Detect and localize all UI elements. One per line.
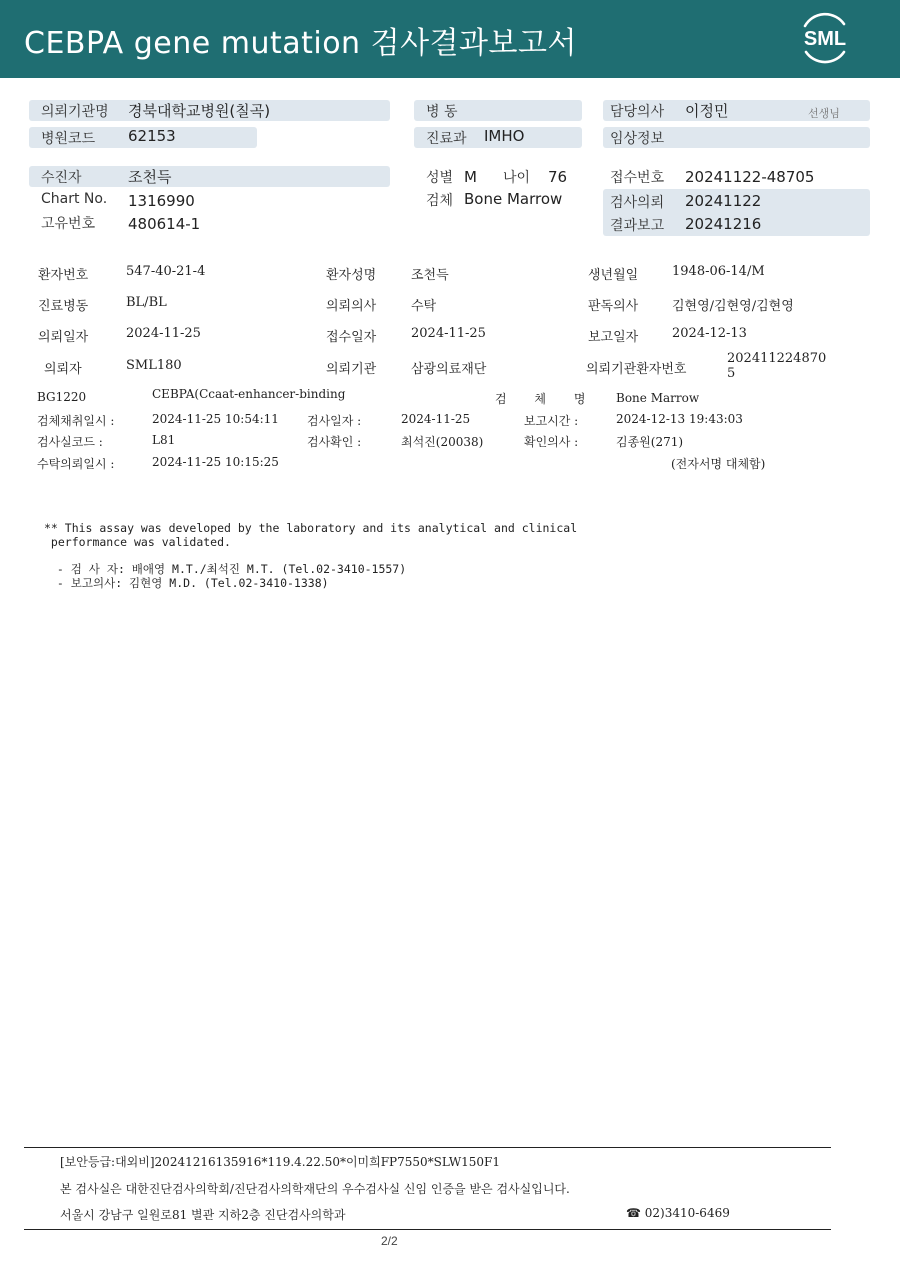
request-value: 20241122 <box>685 192 762 210</box>
institution-patient-no-label: 의뢰기관환자번호 <box>586 362 687 377</box>
patient-no-value: 547-40-21-4 <box>126 264 206 279</box>
collect-time-label: 검체채취일시 : <box>37 414 115 428</box>
report-date-value: 2024-12-13 <box>672 326 747 341</box>
receipt-no-label: 접수번호 <box>610 170 665 186</box>
institution-patient-no-value-cont: 5 <box>727 366 736 381</box>
patient-value: 조천득 <box>128 168 172 186</box>
requesting-institution-label: 의뢰기관 <box>326 362 377 377</box>
assay-note-line2: performance was validated. <box>44 535 231 549</box>
lab-code-value: L81 <box>152 433 176 447</box>
logo-text: SML <box>803 28 847 50</box>
test-specimen-value: Bone Marrow <box>616 391 700 405</box>
test-confirm-value: 최석진(20038) <box>401 435 484 449</box>
footer-top-rule <box>24 1147 831 1148</box>
sex-value: M <box>464 168 477 186</box>
birth-date-label: 생년월일 <box>588 268 639 283</box>
age-value: 76 <box>548 168 568 186</box>
clinic-ward-value: BL/BL <box>126 295 167 310</box>
institution-value: 경북대학교병원(칠곡) <box>128 102 271 120</box>
institution-patient-no-value: 202411224870 <box>727 351 827 366</box>
lab-code-label: 검사실코드 : <box>37 435 103 449</box>
test-confirm-label: 검사확인 : <box>307 435 362 449</box>
patient-no-label: 환자번호 <box>38 268 89 283</box>
hospital-code-label: 병원코드 <box>41 131 96 147</box>
test-name: CEBPA(Ccaat-enhancer-binding <box>152 387 346 401</box>
report-label: 결과보고 <box>610 218 665 234</box>
doctor-label: 담당의사 <box>610 104 665 120</box>
doctor-suffix: 선생님 <box>808 107 840 120</box>
sml-logo <box>796 12 854 64</box>
receipt-no-value: 20241122-48705 <box>685 168 815 186</box>
reading-doctor-label: 판독의사 <box>588 299 639 314</box>
footer-bottom-rule <box>24 1229 831 1230</box>
consign-time-label: 수탁의뢰일시 : <box>37 457 115 471</box>
report-date-label: 보고일자 <box>588 330 639 345</box>
requesting-doctor-label: 의뢰의사 <box>326 299 377 314</box>
chart-label: Chart No. <box>41 191 108 207</box>
specimen-label: 검체 <box>426 193 454 209</box>
department-label: 진료과 <box>426 131 467 147</box>
report-time-value: 2024-12-13 19:43:03 <box>616 412 743 426</box>
receipt-date-value: 2024-11-25 <box>411 326 486 341</box>
clinical-label: 임상정보 <box>610 131 665 147</box>
ward-label: 병 동 <box>426 104 458 120</box>
department-value: IMHO <box>484 127 525 145</box>
phone-line: ☎ 02)3410-6469 <box>626 1206 730 1220</box>
birth-date-value: 1948-06-14/M <box>672 264 765 279</box>
specimen-value: Bone Marrow <box>464 190 563 208</box>
test-date-value: 2024-11-25 <box>401 412 471 426</box>
patient-label: 수진자 <box>41 170 82 186</box>
hospital-code-value: 62153 <box>128 127 176 145</box>
patient-bar <box>29 166 390 187</box>
clinic-ward-label: 진료병동 <box>38 299 89 314</box>
report-value: 20241216 <box>685 215 762 233</box>
unique-no-value: 480614-1 <box>128 215 201 233</box>
requesting-doctor-value: 수탁 <box>411 299 437 314</box>
request-date-label: 의뢰일자 <box>38 330 89 345</box>
consign-time-value: 2024-11-25 10:15:25 <box>152 455 279 469</box>
doctor-value: 이정민 <box>685 102 729 120</box>
confirm-doctor-label: 확인의사 : <box>524 435 579 449</box>
test-code: BG1220 <box>37 390 87 404</box>
sex-label: 성별 <box>426 170 454 186</box>
reading-doctor-value: 김현영/김현영/김현영 <box>672 299 794 314</box>
reporter-note: - 보고의사: 김현영 M.D. (Tel.02-3410-1338) <box>50 576 329 590</box>
requesting-institution-value: 삼광의료재단 <box>411 362 487 377</box>
tester-note: - 검 사 자: 배애영 M.T./최석진 M.T. (Tel.02-3410-1557) <box>50 562 407 576</box>
age-label: 나이 <box>503 170 531 186</box>
test-specimen-label: 검 체 명 <box>495 392 598 406</box>
security-line: [보안등급:대외비]20241216135916*119.4.22.50*이미희FP7550*SLW150F1 <box>60 1155 501 1169</box>
test-date-label: 검사일자 : <box>307 414 362 428</box>
report-time-label: 보고시간 : <box>524 414 579 428</box>
chart-value: 1316990 <box>128 192 195 210</box>
requester-value: SML180 <box>126 358 182 373</box>
page-number: 2/2 <box>381 1234 398 1248</box>
certification-line: 본 검사실은 대한진단검사의학회/진단검사의학재단의 우수검사실 신임 인증을 받은 검사실입니다. <box>60 1182 570 1196</box>
collect-time-value: 2024-11-25 10:54:11 <box>152 412 279 426</box>
receipt-date-label: 접수일자 <box>326 330 377 345</box>
requester-label: 의뢰자 <box>44 362 82 377</box>
request-label: 검사의뢰 <box>610 195 665 211</box>
request-date-value: 2024-11-25 <box>126 326 201 341</box>
assay-note-line1: ** This assay was developed by the laboratory and its analytical and clinical <box>44 521 578 535</box>
report-header <box>0 0 900 78</box>
report-title: CEBPA gene mutation 검사결과보고서 <box>24 26 577 61</box>
confirm-doctor-value: 김종원(271) <box>616 435 684 449</box>
patient-name-value: 조천득 <box>411 268 449 283</box>
e-signature-note: (전자서명 대체함) <box>671 457 766 471</box>
institution-label: 의뢰기관명 <box>41 104 109 120</box>
unique-no-label: 고유번호 <box>41 216 96 232</box>
patient-name-label: 환자성명 <box>326 268 377 283</box>
address-line: 서울시 강남구 일원로81 별관 지하2층 진단검사의학과 <box>60 1208 346 1222</box>
